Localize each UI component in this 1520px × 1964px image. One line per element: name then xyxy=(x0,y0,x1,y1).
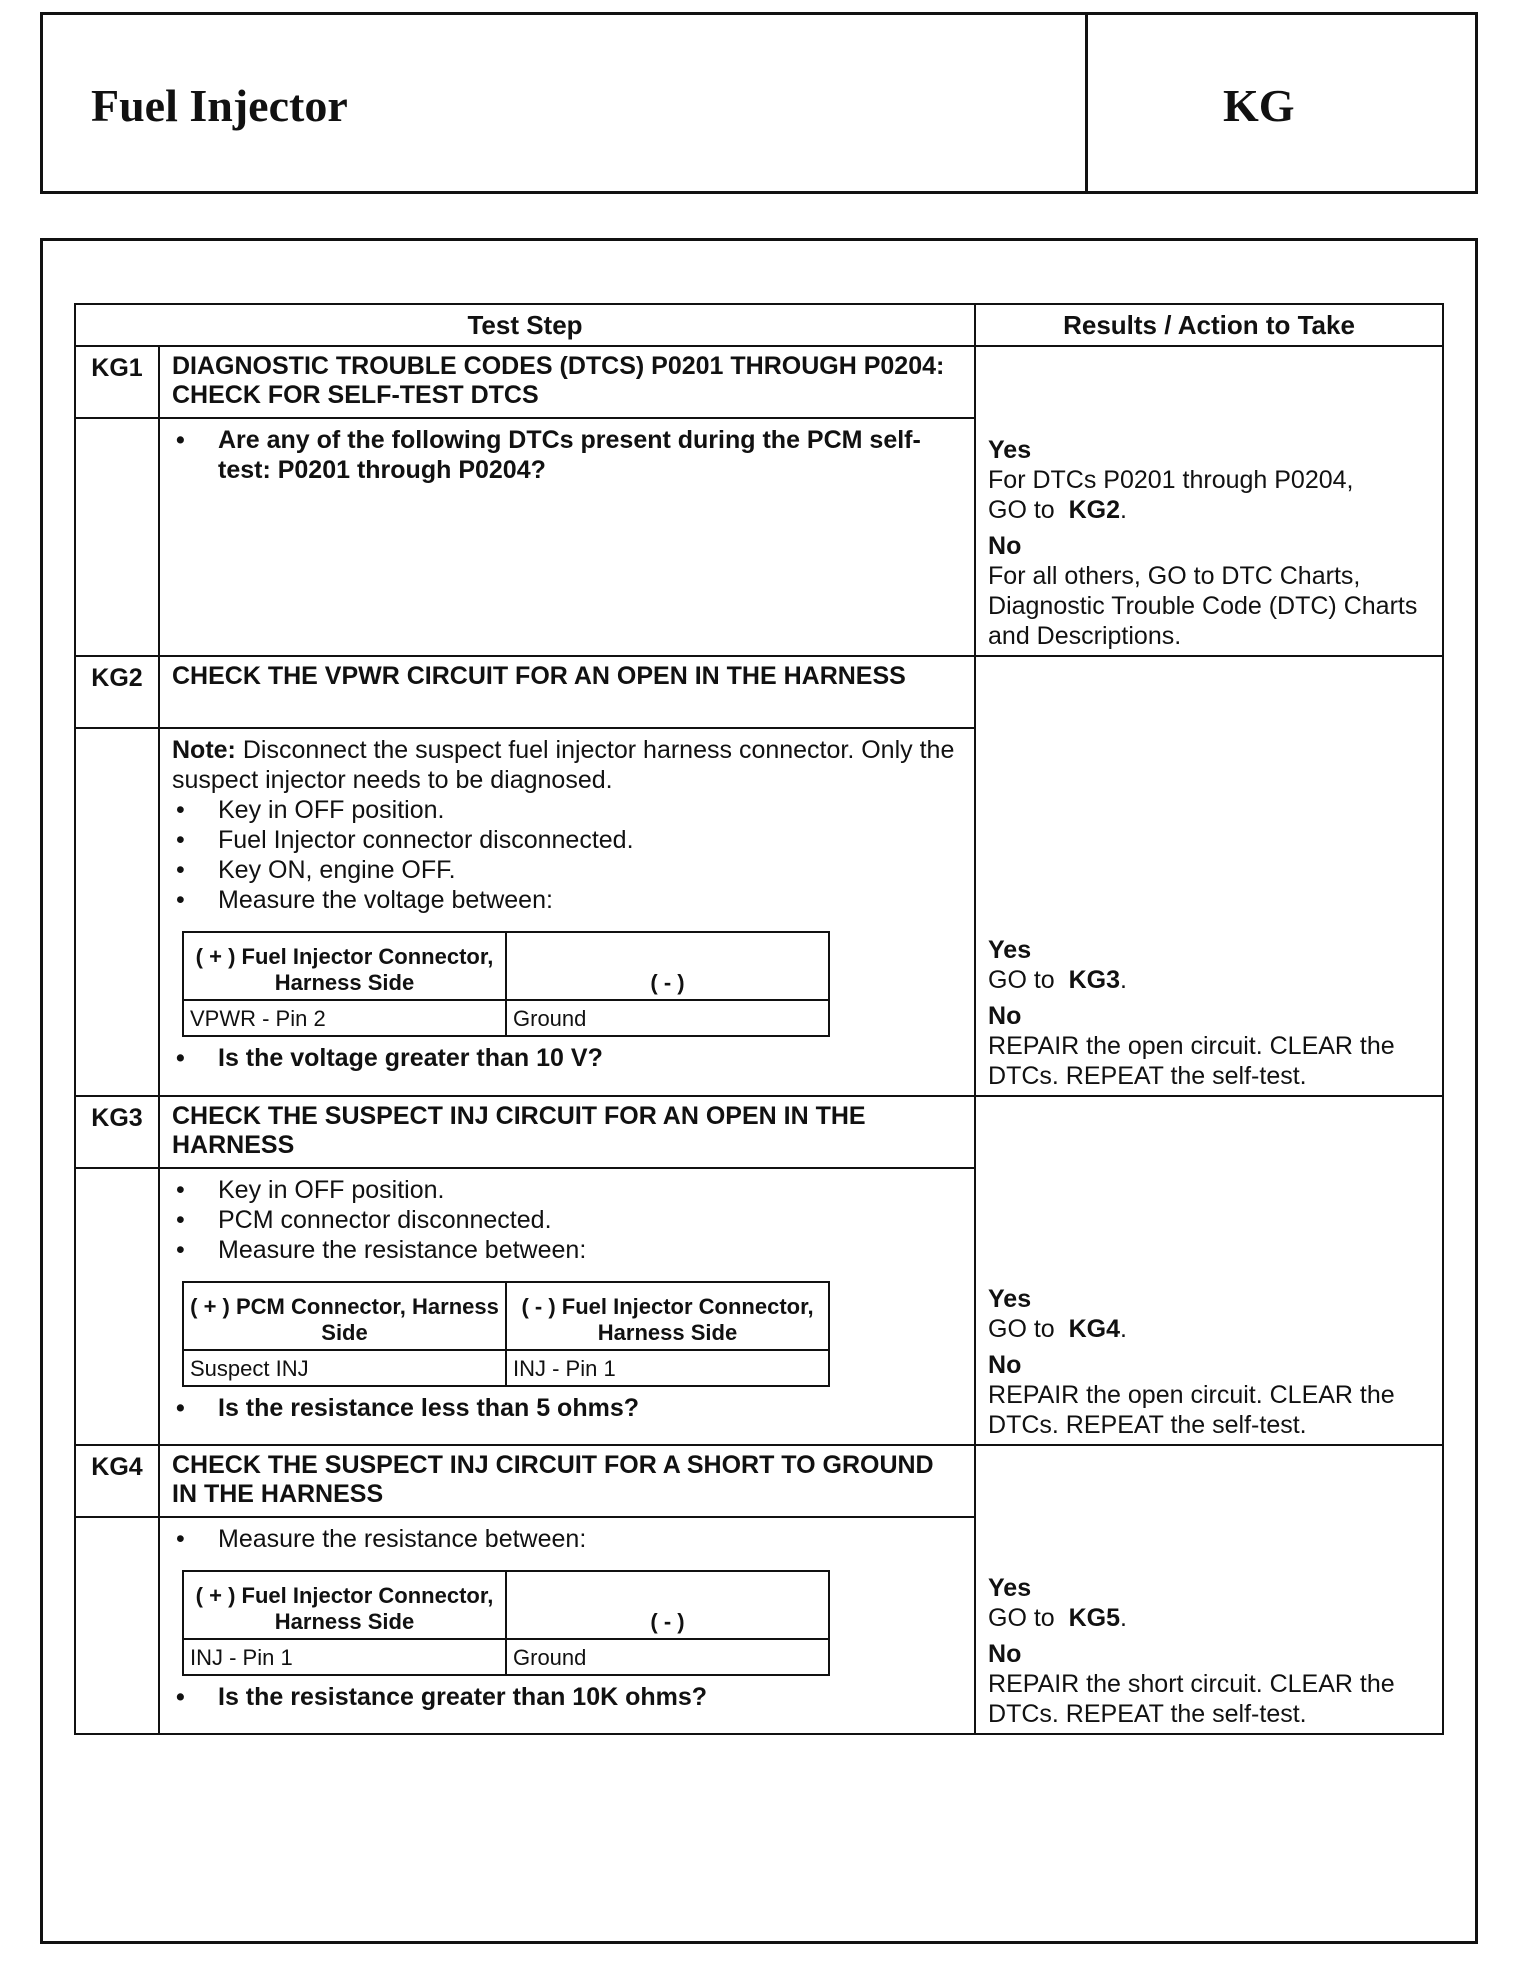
meas-positive-value: Suspect INJ xyxy=(183,1350,506,1386)
step-title: CHECK THE VPWR CIRCUIT FOR AN OPEN IN THE HARNESS xyxy=(159,656,975,728)
step-code-spacer xyxy=(75,728,159,1096)
no-text: REPAIR the open circuit. CLEAR the DTCs. REPEAT the self-test. xyxy=(988,1032,1395,1090)
meas-positive-header: ( + ) Fuel Injector Connector, Harness Side xyxy=(183,932,506,1000)
go-to-text: GO to xyxy=(988,496,1055,524)
no-label: No xyxy=(988,1002,1022,1030)
step-title: CHECK THE SUSPECT INJ CIRCUIT FOR AN OPEN IN THE HARNESS xyxy=(159,1096,975,1168)
no-text: For all others, GO to DTC Charts, Diagnostic Trouble Code (DTC) Charts and Descriptions. xyxy=(988,562,1418,650)
no-label: No xyxy=(988,532,1022,560)
go-to-text: GO to xyxy=(988,1315,1055,1343)
yes-label: Yes xyxy=(988,1285,1032,1313)
step-title: CHECK THE SUSPECT INJ CIRCUIT FOR A SHORT TO GROUND IN THE HARNESS xyxy=(159,1445,975,1517)
header-divider xyxy=(1085,15,1088,191)
go-to-ref: KG4 xyxy=(1068,1315,1121,1343)
col-header-results: Results / Action to Take xyxy=(975,304,1443,346)
step-results: Yes GO to KG5. No REPAIR the short circuit. CLEAR the DTCs. REPEAT the self-test. xyxy=(975,1445,1443,1734)
test-step-table xyxy=(74,303,1444,1735)
meas-negative-header: ( - ) Fuel Injector Connector, Harness Side xyxy=(506,1282,829,1350)
measurement-table xyxy=(182,1281,830,1387)
step-title: DIAGNOSTIC TROUBLE CODES (DTCS) P0201 THROUGH P0204: CHECK FOR SELF-TEST DTCS xyxy=(159,346,975,418)
step-results: Yes For DTCs P0201 through P0204, GO to KG2. No For all others, GO to DTC Charts, Diagnostic Trouble Code (DTC) Charts and Descriptions. xyxy=(975,346,1443,656)
instruction-item: • Key in OFF position. xyxy=(176,796,445,824)
measurement-table xyxy=(182,1570,830,1676)
question-item: • Are any of the following DTCs present during the PCM self-test: P0201 through P0204? xyxy=(176,426,921,484)
yes-label: Yes xyxy=(988,936,1032,964)
step-title-row xyxy=(75,1445,1443,1517)
no-label: No xyxy=(988,1640,1022,1668)
step-code: KG3 xyxy=(75,1096,159,1168)
yes-label: Yes xyxy=(988,1574,1032,1602)
instruction-item: • Measure the resistance between: xyxy=(176,1236,587,1264)
measurement-table xyxy=(182,931,830,1037)
step-code-spacer xyxy=(75,418,159,656)
go-to-ref: KG2 xyxy=(1068,496,1121,524)
step-title-row xyxy=(75,1096,1443,1168)
step-code-spacer xyxy=(75,1517,159,1734)
no-text: REPAIR the short circuit. CLEAR the DTCs. REPEAT the self-test. xyxy=(988,1670,1395,1728)
meas-positive-header: ( + ) Fuel Injector Connector, Harness Side xyxy=(183,1571,506,1639)
section-code: KG xyxy=(1223,80,1295,131)
table-header-row xyxy=(75,304,1443,346)
step-body xyxy=(159,1517,975,1734)
meas-negative-header: ( - ) xyxy=(506,932,829,1000)
question-item: • Is the voltage greater than 10 V? xyxy=(176,1044,603,1072)
page-header xyxy=(40,12,1478,194)
go-to-text: GO to xyxy=(988,1604,1055,1632)
go-to-ref: KG3 xyxy=(1068,966,1121,994)
instruction-item: • PCM connector disconnected. xyxy=(176,1206,552,1234)
yes-label: Yes xyxy=(988,436,1032,464)
go-to-ref: KG5 xyxy=(1068,1604,1121,1632)
question-item: • Is the resistance less than 5 ohms? xyxy=(176,1394,639,1422)
step-body xyxy=(159,728,975,1096)
meas-negative-value: Ground xyxy=(506,1639,829,1675)
yes-text: For DTCs P0201 through P0204, xyxy=(988,466,1354,494)
instruction-item: • Key ON, engine OFF. xyxy=(176,856,456,884)
meas-positive-header: ( + ) PCM Connector, Harness Side xyxy=(183,1282,506,1350)
instruction-item: • Fuel Injector connector disconnected. xyxy=(176,826,634,854)
no-label: No xyxy=(988,1351,1022,1379)
step-code: KG4 xyxy=(75,1445,159,1517)
no-text: REPAIR the open circuit. CLEAR the DTCs. REPEAT the self-test. xyxy=(988,1381,1395,1439)
step-title-row xyxy=(75,656,1443,728)
page-title: Fuel Injector xyxy=(91,80,348,131)
meas-negative-value: Ground xyxy=(506,1000,829,1036)
step-results: Yes GO to KG4. No REPAIR the open circuit. CLEAR the DTCs. REPEAT the self-test. xyxy=(975,1096,1443,1445)
go-to-text: GO to xyxy=(988,966,1055,994)
meas-negative-header: ( - ) xyxy=(506,1571,829,1639)
question-item: • Is the resistance greater than 10K ohms? xyxy=(176,1683,708,1711)
instruction-item: • Measure the voltage between: xyxy=(176,886,553,914)
meas-positive-value: VPWR - Pin 2 xyxy=(183,1000,506,1036)
step-code: KG1 xyxy=(75,346,159,418)
instruction-item: • Measure the resistance between: xyxy=(176,1525,587,1553)
instruction-item: • Key in OFF position. xyxy=(176,1176,445,1204)
step-code: KG2 xyxy=(75,656,159,728)
note-text: Note: Disconnect the suspect fuel injector harness connector. Only the suspect injector needs to be diagnosed. xyxy=(172,736,955,794)
step-body xyxy=(159,1168,975,1445)
meas-positive-value: INJ - Pin 1 xyxy=(183,1639,506,1675)
step-results: Yes GO to KG3. No REPAIR the open circuit. CLEAR the DTCs. REPEAT the self-test. xyxy=(975,656,1443,1096)
col-header-test-step: Test Step xyxy=(75,304,975,346)
step-body xyxy=(159,418,975,656)
step-code-spacer xyxy=(75,1168,159,1445)
step-title-row xyxy=(75,346,1443,418)
meas-negative-value: INJ - Pin 1 xyxy=(506,1350,829,1386)
